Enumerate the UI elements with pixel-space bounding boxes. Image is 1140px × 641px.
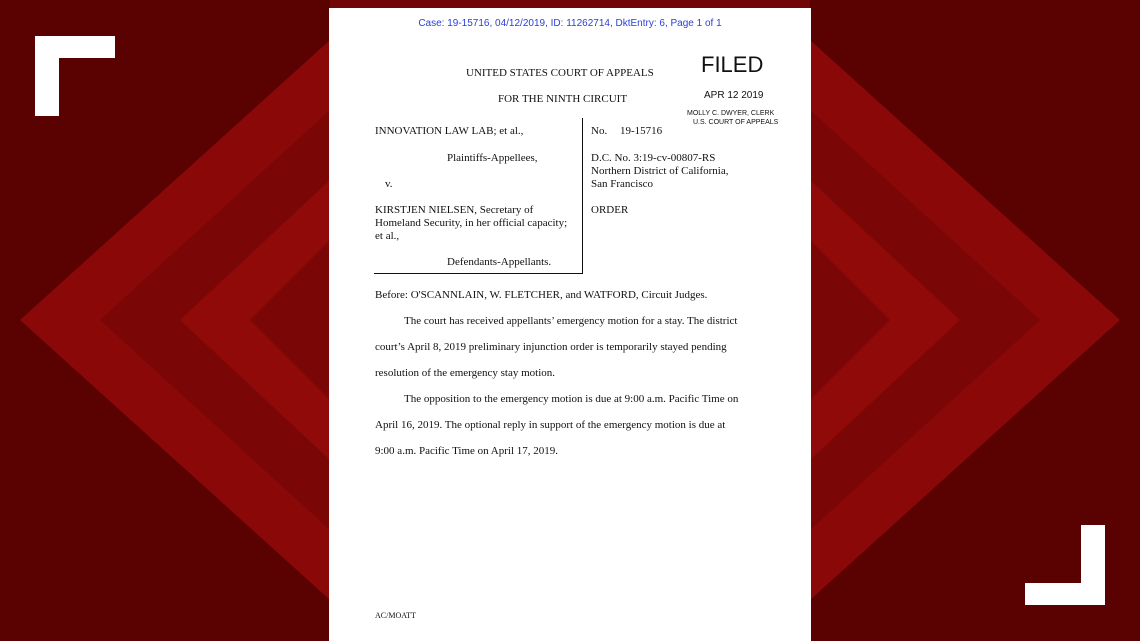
versus-label: v. [385,178,393,190]
corner-bracket-top-left-vertical [35,36,59,116]
case-number-label: No. [591,125,608,137]
case-caption-box [374,118,583,274]
district-case-number: D.C. No. 3:19-cv-00807-RS [591,152,716,164]
plaintiff-name: INNOVATION LAW LAB; et al., [375,125,524,137]
docket-header-line: Case: 19-15716, 04/12/2019, ID: 11262714, DktEntry: 6, Page 1 of 1 [418,18,722,29]
filed-stamp: FILED [701,52,764,77]
defendant-line-2: Homeland Security, in her official capacity; [375,217,568,229]
body-line-1: The court has received appellants’ emergency motion for a stay. The district [404,315,738,327]
court-order-document [329,8,811,641]
clerk-name: MOLLY C. DWYER, CLERK [687,110,775,117]
body-line-6: 9:00 a.m. Pacific Time on April 17, 2019. [375,445,559,457]
court-title: UNITED STATES COURT OF APPEALS [466,67,654,79]
district-city: San Francisco [591,178,654,190]
case-number: 19-15716 [620,125,663,137]
body-line-2: court’s April 8, 2019 preliminary injunction order is temporarily stayed pending [375,341,727,353]
defendant-line-1: KIRSTJEN NIELSEN, Secretary of [375,204,534,216]
body-line-5: April 16, 2019. The optional reply in support of the emergency motion is due at [375,419,726,431]
body-line-3: resolution of the emergency stay motion. [375,367,556,379]
footer-code: AC/MOATT [375,611,416,620]
corner-bracket-bottom-right-vertical [1081,525,1105,605]
plaintiff-role: Plaintiffs-Appellees, [447,152,538,164]
defendant-line-3: et al., [375,230,400,242]
order-label: ORDER [591,204,629,216]
circuit-name: FOR THE NINTH CIRCUIT [498,93,628,105]
filed-date: APR 12 2019 [704,90,764,101]
defendant-role: Defendants-Appellants. [447,256,552,268]
judges-line: Before: O'SCANNLAIN, W. FLETCHER, and WATFORD, Circuit Judges. [375,289,708,301]
district-name: Northern District of California, [591,165,729,177]
clerk-court: U.S. COURT OF APPEALS [693,119,779,126]
body-line-4: The opposition to the emergency motion is due at 9:00 a.m. Pacific Time on [404,393,739,405]
